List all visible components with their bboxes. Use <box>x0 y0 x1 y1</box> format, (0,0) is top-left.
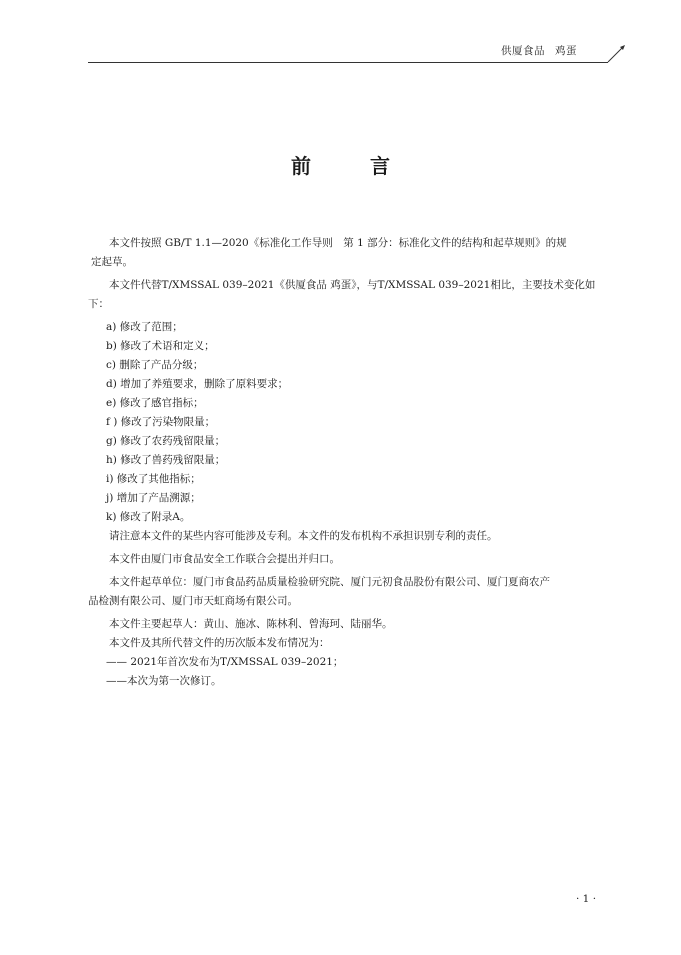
list-item: k) 修改了附录A。 <box>106 511 191 523</box>
header-left-text: 供厦食品 <box>501 45 545 57</box>
paragraph-history-intro: 本文件及其所代替文件的历次版本发布情况为： <box>109 637 330 649</box>
paragraph-replacement-cont <box>88 295 610 314</box>
list-item: h) 修改了兽药残留限量； <box>106 454 226 466</box>
paragraph-line: 本文件起草单位：厦门市食品药品质量检验研究院、厦门元初食品股份有限公司、厦门夏商农产 <box>109 576 550 588</box>
list-item: d) 增加了养殖要求，删除了原料要求； <box>106 378 289 390</box>
paragraph-line: 定起草。 <box>91 256 133 268</box>
page-title: 前 言 <box>291 154 416 178</box>
page-number: · 1 · <box>576 893 597 905</box>
history-entry: —— 2021年首次发布为T/XMSSAL 039–2021； <box>106 656 344 668</box>
paragraph-drafting-units-cont: 品检测有限公司、厦门市天虹商场有限公司。 <box>88 595 298 607</box>
header-flourish-icon <box>606 44 628 64</box>
list-item: f ) 修改了污染物限量； <box>106 416 216 428</box>
list-item: a) 修改了范围； <box>106 321 183 333</box>
change-list <box>88 318 610 527</box>
paragraph-proposer: 本文件由厦门市食品安全工作联合会提出并归口。 <box>109 553 340 565</box>
list-item: c) 删除了产品分级； <box>106 359 204 371</box>
paragraph-patent-notice: 请注意本文件的某些内容可能涉及专利。本文件的发布机构不承担识别专利的责任。 <box>109 530 498 542</box>
paragraph-line: 本文件代替T/XMSSAL 039–2021《供厦食品 鸡蛋》，与T/XMSSAL 039–2021相比，主要技术变化如 <box>109 279 596 291</box>
paragraph-drafters: 本文件主要起草人：黄山、施冰、陈林利、曾海珂、陆丽华。 <box>109 618 393 630</box>
list-item: j) 增加了产品溯源； <box>106 492 201 504</box>
list-item: i) 修改了其他指标； <box>106 473 201 485</box>
list-item: e) 修改了感官指标； <box>106 397 204 409</box>
list-item: g) 修改了农药残留限量； <box>106 435 226 447</box>
paragraph-line: 本文件按照 GB/T 1.1—2020《标准化工作导则 第 1 部分：标准化文件的结构和起草规则》的规 <box>109 237 567 249</box>
paragraph-replacement <box>88 276 610 295</box>
paragraph-drafting-units <box>88 573 610 592</box>
paragraph-drafting-basis <box>88 234 610 253</box>
paragraph-line: 下： <box>88 298 109 310</box>
running-header <box>501 43 577 58</box>
header-rule <box>88 62 608 63</box>
paragraph-drafting-basis-cont <box>88 253 610 272</box>
list-item: b) 修改了术语和定义； <box>106 340 215 352</box>
foreword-body <box>88 234 610 691</box>
history-entry: ——本次为第一次修订。 <box>106 675 222 687</box>
header-right-text: 鸡蛋 <box>555 45 577 57</box>
